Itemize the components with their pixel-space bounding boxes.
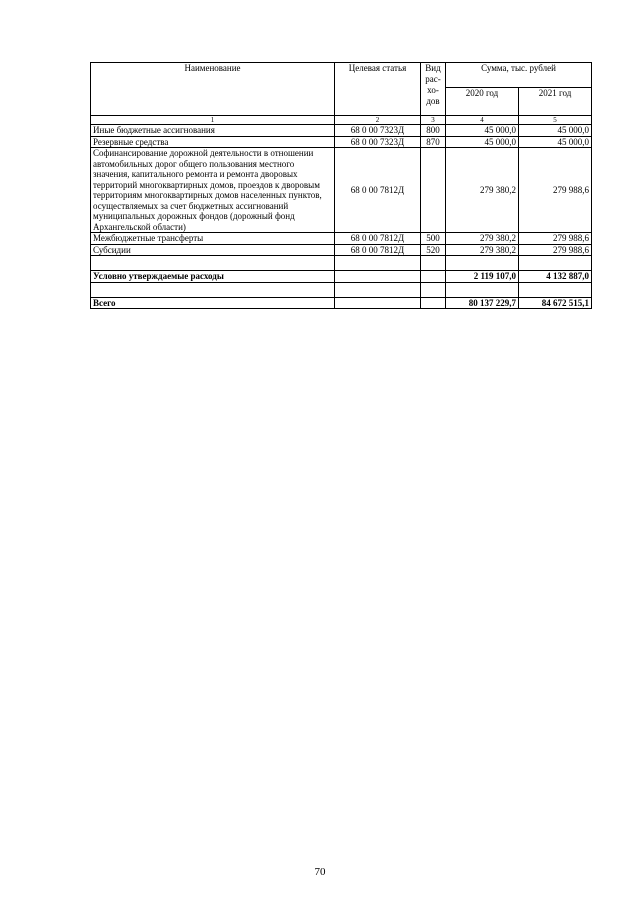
table-row (91, 244, 592, 256)
table-row (91, 148, 592, 233)
row-name: Межбюджетные трансферты (91, 233, 335, 245)
conditional-expenses-label: Условно утверждаемые расходы (91, 271, 335, 283)
row-amount-2020: 279 380,2 (446, 233, 519, 245)
row-amount-2021: 279 988,6 (519, 233, 592, 245)
column-number: 1 (91, 116, 335, 125)
row-target-article: 68 0 00 7323Д (335, 125, 421, 137)
table-row (91, 125, 592, 137)
header-target-article: Целевая статья (335, 63, 421, 116)
row-name: Резервные средства (91, 136, 335, 148)
conditional-amount-2021: 4 132 887,0 (519, 271, 592, 283)
row-amount-2020: 45 000,0 (446, 136, 519, 148)
row-expense-type: 800 (421, 125, 446, 137)
row-expense-type: 870 (421, 136, 446, 148)
column-number: 4 (446, 116, 519, 125)
column-number: 5 (519, 116, 592, 125)
table-row (91, 136, 592, 148)
table-row (91, 233, 592, 245)
row-target-article: 68 0 00 7812Д (335, 244, 421, 256)
header-expense-type: Вид рас- хо- дов (421, 63, 446, 116)
row-target-article: 68 0 00 7812Д (335, 148, 421, 233)
header-sum: Сумма, тыс. рублей (446, 63, 592, 88)
row-amount-2020: 279 380,2 (446, 148, 519, 233)
empty-row (91, 282, 592, 297)
page-number: 70 (314, 866, 326, 878)
total-amount-2020: 80 137 229,7 (446, 297, 519, 309)
budget-table-container (90, 62, 591, 309)
row-target-article: 68 0 00 7323Д (335, 136, 421, 148)
column-number: 3 (421, 116, 446, 125)
total-label: Всего (91, 297, 335, 309)
conditional-amount-2020: 2 119 107,0 (446, 271, 519, 283)
header-name: Наименование (91, 63, 335, 116)
budget-table (90, 62, 592, 309)
empty-row (91, 256, 592, 271)
row-amount-2020: 45 000,0 (446, 125, 519, 137)
row-target-article: 68 0 00 7812Д (335, 233, 421, 245)
row-amount-2021: 45 000,0 (519, 125, 592, 137)
row-expense-type: 520 (421, 244, 446, 256)
row-name: Субсидии (91, 244, 335, 256)
row-amount-2020: 279 380,2 (446, 244, 519, 256)
total-amount-2021: 84 672 515,1 (519, 297, 592, 309)
column-numbers-row (91, 116, 592, 125)
row-expense-type (421, 148, 446, 233)
row-expense-type: 500 (421, 233, 446, 245)
row-amount-2021: 45 000,0 (519, 136, 592, 148)
row-amount-2021: 279 988,6 (519, 244, 592, 256)
conditional-expenses-row (91, 271, 592, 283)
row-name: Иные бюджетные ассигнования (91, 125, 335, 137)
header-year-2020: 2020 год (446, 88, 519, 116)
row-amount-2021: 279 988,6 (519, 148, 592, 233)
total-row (91, 297, 592, 309)
header-year-2021: 2021 год (519, 88, 592, 116)
row-name: Софинансирование дорожной деятельности в отношении автомобильных дорог общего пользования местного значения, капитального ремонта и ремонта дворовых территорий многоквартирных домов, проездов к дворовым территориям многоквартирных домов населенных пунктов, осуществляемых за счет бюджетных ассигнований муниципальных дорожных фондов (дорожный фонд Архангельской области) (91, 148, 335, 233)
column-number: 2 (335, 116, 421, 125)
